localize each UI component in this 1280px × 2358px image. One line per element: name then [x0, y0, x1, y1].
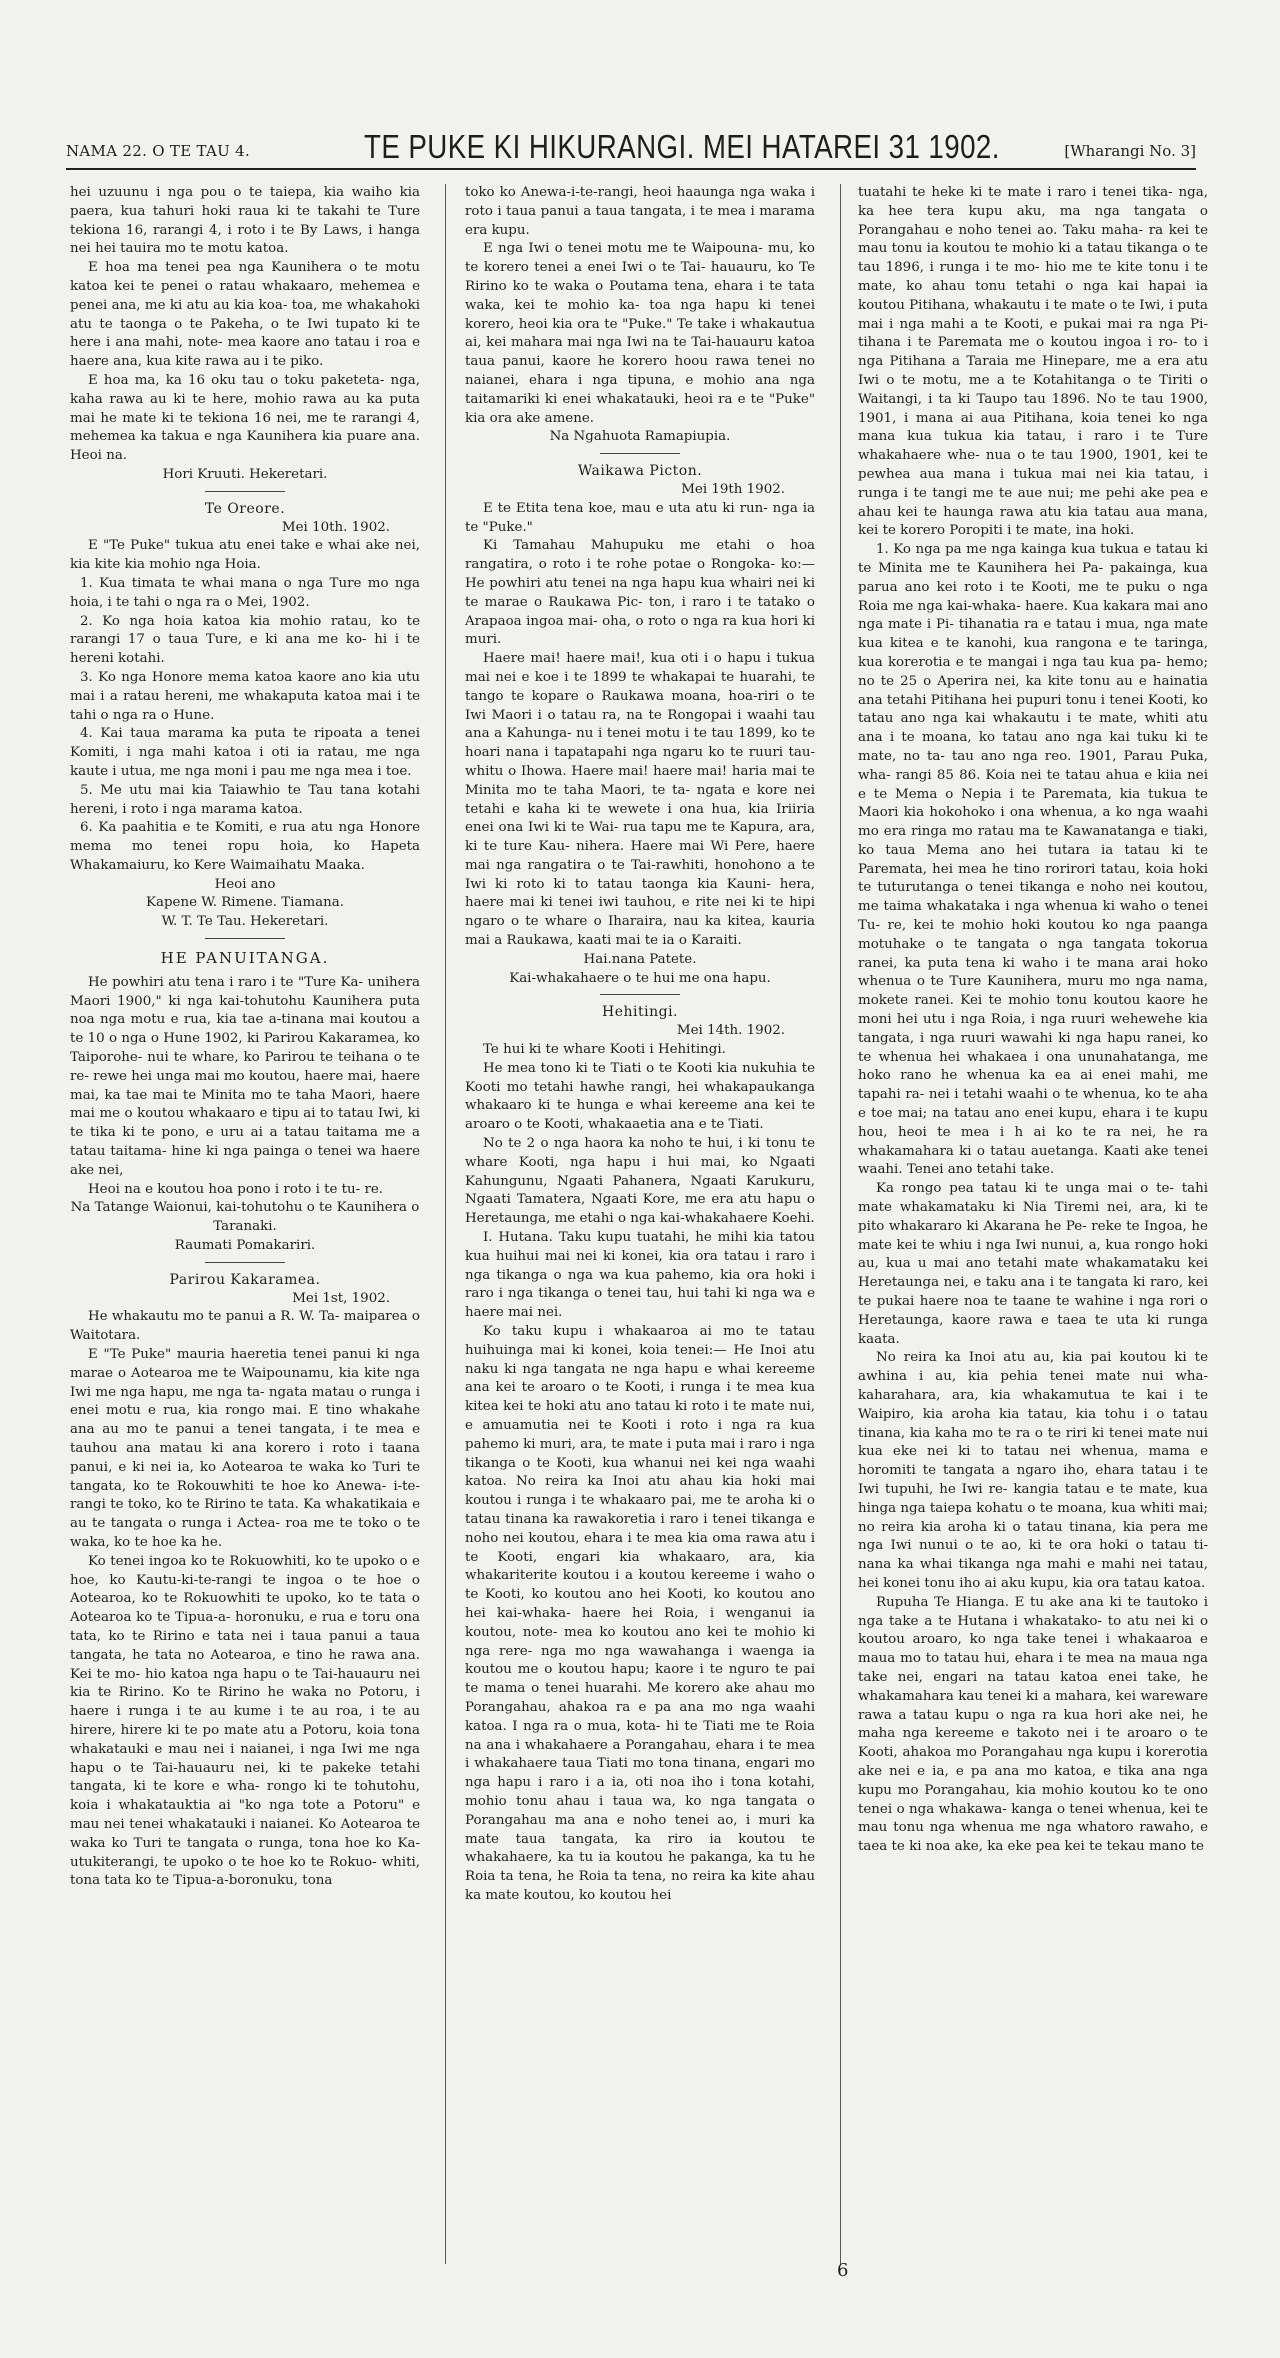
section-heading: Parirou Kakaramea. [169, 1271, 321, 1288]
paragraph: E hoa ma, ka 16 oku tau o toku paketeta- nga, kaha rawa au ki te here, mohio rawa au ka puta mai he mate ki te tekiona 16 nei, me te rarangi 4, mehemea ka takua e nga Kaunihera kia puare ana. Heoi na. [70, 372, 420, 464]
paragraph: Rupuha Te Hianga. E tu ake ana ki te tautoko i nga take a te Hutana i whakatako- to atu nei ki o koutou aroaro, ko nga take tenei i whakaaroa e maua mo to tatau hui, ehara i te mea na maua nga take nei, engari na tatau katoa enei take, he whakamahara kau tenei ki a mahara, kei wareware rawa a tatau kupu o nga ra kua hori ake nei, he maha nga kereeme e takoto nei i te aroaro o te Kooti, ahakoa mo Porangahau nga kupu i korerotia ake nei e ia, e pa ana mo katoa, e tika ana nga kupu mo Porangahau, kia mohio koutou ko te ono tenei o nga whakawa- kanga o tenei whenua, kei te mau tonu nga whenua me nga whatoro rawaho, e taea te ki noa ake, ka eke pea kei te tekau mano te [858, 1594, 1208, 1855]
list-item: 2. Ko nga hoia katoa kia mohio ratau, ko te rarangi 17 o taua Ture, e ki ana me ko- hi i te hereni kotahi. [70, 613, 420, 667]
paragraph: E "Te Puke" mauria haeretia tenei panui ki nga marae o Aotearoa me te Waipounamu, kia kite nga Iwi me nga hapu, me nga ta- ngata matau o runga i enei motu e rua, kia rongo mai. E tino whakahe ana au mo te panui a tenei tangata, i te mea e tauhou ana matau ki ana korero i roto i taana panui, e ki nei ia, ko Aotearoa te waka ko Turi te tangata, ko te Rokouwhiti te hoe ko Anewa- i-te-rangi te toko, ko te Ririno te tata. Ka whakatikaia e au te tangata o runga i Actea- roa me te toko o te waka, ko te hoe ka he. [70, 1347, 420, 1550]
dateline: Mei 14th. 1902. [676, 1023, 785, 1039]
section-heading: Te Oreore. [204, 500, 286, 517]
column-rule [445, 184, 446, 2264]
signature: Kapene W. Rimene. Tiamana. [145, 895, 344, 911]
paragraph: Ko tenei ingoa ko te Rokuowhiti, ko te upoko o e hoe, ko Kautu-ki-te-rangi te ingoa o te hoe o Aotearoa, ko te Rokuowhiti te upoko, ko te tata o Aotearoa ko te Tipua-a- horonuku, e rua e toru ona tata, ko te Ririno e tata nei i taua panui a taua tangata, he tata no Aotearoa, e tino he rawa ana. Kei te mo- hio katoa nga hapu o te Tai-hauauru nei kia te Ririno. Ko te Ririno he waka no Potoru, i haere i runga i te au kume i te au roa, i te au hirere, hirere ki te po mate atu a Potoru, koia tona whakatauki e mau nei i naianei, i nga Iwi me nga hapu o te Tai-hauauru nei, ki te pakeke tetahi tangata, ki te kore e wha- rongo ki te tohutohu, koia i whakatauktia ai "ko nga tote a Potoru" e mau nei tenei whakatauki i naianei. Ko Aotearoa te waka ko Turi te tangata o runga, tona hoe ko Ka- utukiterangi, te upoko o te hoe ko te Rokuo- whiti, tona tata ko te Tipua-a-boronuku, tona [70, 1553, 420, 1889]
paragraph: tuatahi te heke ki te mate i raro i tenei tika- nga, ka hee tera kupu aku, ma nga tangata o Porangahau e noho tenei ao. Taku maha- ra kei te mau tonu ia koutou te mohio ki a tatau tikanga o te tau 1896, i runga i te mo- hio me te kite tonu i te mate, ko ahau tonu tetahi o nga kai hapai ia koutou Pitihana, whakautu i te mate o te Iwi, i puta mai i nga mahi a te Kooti, e pukai mai ra nga Pi- tihana i te Paremata me o koutou ingoa i ro- to i nga Pitihana a Taraia me Hinepare, me a era atu Iwi o te motu, me a te Kotahitanga o te Tiriti o Waitangi, i ta ki Taupo tau 1896. No te tau 1900, 1901, i mana ai aua Pitihana, koia tenei ko nga mana kua tukua kia tatau, i raro i te Ture whakahaere whe- nua o te tau 1900, 1901, kei te pewhea aua mana i tukua mai nei kia tatau, i runga i te tangi me te aue nui; me pehi ake pea e ahau kei te haunga rawa atu kia tatau aua mana, kei te korero Poropiti i te mate, ina hoki. [858, 185, 1208, 539]
paragraph: No reira ka Inoi atu au, kia pai koutou ki te awhina i au, kia pehia tenei mate nui wha- kaharahara, ara, kia whakamutua te kai i te Waipiro, kia aroha kia tatau, kia tohu i o tatau tinana, kia kaha mo te ra o te riri ki tenei mate nui kua eke nei ki to tatau nei whenua, mama e horomiti te tangata a ngaro iho, ehara tatau i te Iwi tupuhi, he Iwi re- kangia tatau e te mate, kua hinga nga taiepa kohatu o te moana, kua whiti mai; no reira kia aroha ki o tatau tinana, kia pera me nga Iwi nunui o te ao, ki te ora hoki o tatau ti- nana ka whai tikanga nga mahi e mahi nei tatau, hei konei tonu iho ai aku kupu, kia ora tatau katoa. [858, 1350, 1208, 1591]
signature: Kai-whakahaere o te hui me ona hapu. [509, 970, 771, 986]
issue-number: NAMA 22. O TE TAU 4. [66, 142, 251, 160]
section-heading: Hehitingi. [602, 1004, 678, 1021]
paragraph: Ki Tamahau Mahupuku me etahi o hoa rangatira, o roto i te rohe potae o Rongoka- ko:— He powhiri atu tenei na nga hapu kua whairi nei ki te marae o Raukawa Pic- ton, i raro i te tatako o Arapaoa ingoa mai- oha, o roto o nga ra kua hori ki muri. [465, 538, 815, 648]
page-number: [Wharangi No. 3] [1064, 142, 1196, 160]
paragraph: He powhiri atu tena i raro i te "Ture Ka- unihera Maori 1900," ki nga kai-tohutohu Kaunihera puta noa nga motu e rua, kia tae a-tinana mai koutou a te 10 o nga o Hune 1902, ki Parirou Kakaramea, ko Taiporohe- nui te whare, ko Parirou te teihana o te re- rewe hei unga mai mo koutou, haere mai, haere mai, ka tae mai te Minita mo te taha Maori, haere mai me o koutou whakaaro e tipu ai to tatau Iwi, ki te tika ki te pono, e uru ai a tatau taitama me a tatau taitama- hine ki nga painga o tenei wa haere ake nei, [70, 974, 420, 1178]
column-rule [840, 184, 841, 2264]
paragraph: hei uzuunu i nga pou o te taiepa, kia waiho kia paera, kua tahuri hoki raua ki te takahi te Ture tekiona 16, rarangi 4, i roto i te By Laws, i hanga nei hei tauira mo te motu katoa. [70, 185, 420, 257]
dateline: Mei 10th. 1902. [281, 519, 390, 535]
signature: W. T. Te Tau. Hekeretari. [161, 914, 329, 930]
paragraph: E hoa ma tenei pea nga Kaunihera o te motu katoa kei te penei o ratau whakaaro, mehemea e penei ana, me ki atu au kia koa- toa, me whakahoki atu te taonga o te Pakeha, o te Iwi tupato ki te here i ana mahi, note- mea kaore ano tatau i roa e haere ana, kua kite rawa au i te piko. [70, 260, 420, 370]
paragraph: Te hui ki te whare Kooti i Hehitingi. [483, 1042, 726, 1058]
divider [205, 938, 285, 939]
list-item: 6. Ka paahitia e te Komiti, e rua atu nga Honore mema mo tenei ropu hoia, ko Hapeta Whakamaiuru, ko Kere Waimaihatu Maaka. [70, 820, 420, 873]
list-item: 1. Kua timata te whai mana o nga Ture mo nga hoia, i te tahi o nga ra o Mei, 1902. [70, 575, 420, 610]
list-item: 4. Kai taua marama ka puta te ripoata a tenei Komiti, i nga mahi katoa i oti ia ratau, me nga kaute i utua, me nga moni i pau me nga mea i toe. [70, 726, 420, 779]
newspaper-title: TE PUKE KI HIKURANGI. MEI HATAREI 31 1902. [364, 128, 1000, 165]
divider [600, 453, 680, 454]
divider [205, 491, 285, 492]
paragraph: Ko taku kupu i whakaaroa ai mo te tatau huihuinga mai ki konei, koia tenei:— He Inoi atu naku ki nga tangata ne nga hapu e whai kereeme ana kei te aroaro o te Kooti, i runga i te mea kua kitea kei te hoki atu ano tatau ki roto i te mate nui, e amuamutia nei te Kooti i roto i nga ra kua pahemo ki muri, ara, te mate i puta mai i raro i nga tikanga o te Kooti, kua whanui nei kei nga waahi katoa. No reira ka Inoi atu ahau kia hoki mai koutou i runga i te whakaaro pai, me te aroha ki o tatau tinana ka rawakoretia i raro i tenei tikanga e noho nei koutou, ehara i te mea kia oma rawa atu i te Kooti, engari kia whakaaro, ara, kia whakariterite koutou i a koutou kereeme i waho o te Kooti, ko koutou ano hei Kooti, ko koutou ano hei kai-whaka- haere hei Roia, i wenganui ia koutou, note- mea ko koutou ano kei te mohio ki nga rere- nga mo nga wawahanga i waenga ia koutou me o koutou hapu; kaore i te nguro te pai te mama o tenei huarahi. Me korero ake ahau mo Porangahau, ahakoa ra e pa ana mo nga waahi katoa. I nga ra o mua, kota- hi te Tiati me te Roia na ana i whakahaere a Porangahau, ehara i te mea i whakahaere taua Tiati mo tona tinana, engari mo nga hapu i raro i a ia, oti noa iho i tona kotahi, mohio tonu ahau i taua wa, ko nga tangata o Porangahau ma ana e noho tenei ao, i muri ka mate taua tangata, ka riro ia koutou te whakahaere, ka tu ia koutou he pakanga, ka tu he Roia ta tena, he Roia ta tena, no reira ka kite ahau ka mate koutou, ko koutou hei [465, 1324, 815, 1903]
paragraph: Ka rongo pea tatau ki te unga mai o te- tahi mate whakamataku ki Nia Tiremi nei, ara, ki te pito whakararo ki Akarana he Pe- reke te Ingoa, he mate kei te whiu i nga Iwi nunui, a, kua rongo hoki au, kua u mai ano tetahi mate whakamataku kei Heretaunga nei, e taku ana i te tangata ki raro, kei te pukai haere noa te taane te wahine i nga rori o Heretaunga, kaore rawa e taea te uta ki runga kaata. [858, 1181, 1208, 1347]
list-item: 1. Ko nga pa me nga kainga kua tukua e tatau ki te Minita me te Kaunihera hei Pa- pakainga, kua parua ano kei roto i te Kooti, me te puku o nga Roia me nga kai-whaka- haere. Kua kakara mai ano nga mate i Pi- tihanatia ra e tatau i mua, nga mate kua kitea e te kanohi, kua rangona e te taringa, kua korerotia e te mangai i nga tau kua pa- hemo; no te 25 o Aperira nei, ka kite tonu au e hainatia ana tetahi Pitihana hei pupuri tonu i tenei Kooti, ko tatau ano nga kai whakautu i te mate, whiti atu ana i te moana, ko tatau ano nga kai tuku ki te mate, no ta- tau ano nga reo. 1901, Parau Puka, wha- rangi 85 86. Koia nei te tatau ahua e kiia nei e te Mema o Nepia i te Paremata, kia tukua te Maori kia hokohoko i ona whenua, a ko nga waahi mo era ringa mo ratau ma te Kawanatanga e tiaki, ko taua Mema ano hei tutara ia tatau ki te Paremata, hei mea he tino rorirori tatau, koia hoki te tuturutanga o tenei tikanga e noho nei koutou, me taima whakataka i nga whenua ki waho o tenei Tu- re, kei te mohio hoki koutou ko nga paanga motuhake o te tangata o nga tangata tokorua ranei, ka puta tena ki waho i te mana arai hoko whenua o te Ture Kaunihera, muru mo nga nama, mokete ranei. Kei te mohio tonu koutou kaore he moni hei utu i nga Roia, i nga ruuri wehewehe kia tangata, i nga ruuri wawahi ki nga hapu ranei, ko te whenua hei whakaea i ona ununahatanga, me hoko rano he whenua ka ea ai enei mahi, me tapahi ra- nei i tetahi waahi o te whenua, ko te aha e toe mai; na tatau ano enei kupu, ehara i te kupu hou, heoi te mea i h ai ko te ra nei, he ra whakamahara ki o tatau auetanga. Kaati ake tenei waahi. Tenei ano tetahi take. [858, 542, 1208, 1178]
paragraph: toko ko Anewa-i-te-rangi, heoi haaunga nga waka i roto i taua panui a taua tangata, i te mea i marama era kupu. [465, 185, 815, 238]
page-footer-mark: 6 [837, 2260, 849, 2281]
list-item: 5. Me utu mai kia Taiawhio te Tau tana kotahi hereni, i roto i nga marama katoa. [70, 782, 420, 817]
paragraph: No te 2 o nga haora ka noho te hui, i ki tonu te whare Kooti, nga hapu i hui mai, ko Ngaati Kahungunu, Ngaati Pahanera, Ngaati Karukuru, Ngaati Tamatera, Ngaati Kore, me era atu hapu o Heretaunga, me etahi o nga kai-whakahaere Koehi. [465, 1136, 815, 1227]
signature: Raumati Pomakariri. [174, 1238, 316, 1254]
paragraph: E te Etita tena koe, mau e uta atu ki run- nga ia te "Puke." [465, 500, 815, 535]
column-3 [858, 184, 1208, 2264]
signature: Heoi ano [214, 876, 276, 892]
section-heading: Waikawa Picton. [577, 463, 703, 480]
divider [205, 1262, 285, 1263]
paragraph: I. Hutana. Taku kupu tuatahi, he mihi kia tatou kua huihui mai nei ki konei, kia ora tatau i raro i nga tikanga o nga wa kua pahemo, kia ora hoki i raro i nga tikanga o tenei tau, hui tahi ki nga wa e haere mai nei. [465, 1230, 815, 1321]
signature: Na Tatange Waionui, kai-tohutohu o te Kaunihera o Taranaki. [70, 1200, 420, 1235]
signature: Hori Kruuti. Hekeretari. [162, 466, 328, 482]
section-heading: HE PANUITANGA. [160, 949, 330, 968]
column-1 [70, 184, 420, 2264]
paragraph: E "Te Puke" tukua atu enei take e whai ake nei, kia kite kia mohio nga Hoia. [70, 538, 420, 573]
paragraph: He mea tono ki te Tiati o te Kooti kia nukuhia te Kooti mo tetahi hawhe rangi, hei whakapaukanga whakaaro ki te hunga e whai kereeme ana kei te aroaro o te Kooti, whakaaetia ana e te Tiati. [465, 1060, 815, 1133]
dateline: Mei 1st, 1902. [292, 1290, 390, 1306]
paragraph: Heoi na e koutou hoa pono i roto i te tu- re. [88, 1181, 384, 1197]
dateline: Mei 19th 1902. [681, 481, 785, 497]
masthead [66, 128, 1196, 170]
numbered-list [70, 575, 420, 876]
signature: Hai.nana Patete. [583, 951, 697, 967]
list-item: 3. Ko nga Honore mema katoa kaore ano kia utu mai i a ratau hereni, me whakaputa katoa mai i te tahi o nga ra o Hune. [70, 669, 420, 723]
signature: Na Ngahuota Ramapiupia. [549, 429, 731, 445]
column-2 [465, 184, 815, 2264]
paragraph: E nga Iwi o tenei motu me te Waipouna- mu, ko te korero tenei a enei Iwi o te Tai- hauauru, ko Te Ririno ko te waka o Poutama tena, ehara i te tata waka, kei te mohio ka- toa nga hapu ki tenei korero, heoi kia ora te "Puke." Te take i whakautua ai, kei mahara mai nga Iwi na te Tai-hauauru katoa taua panui, kaore he korero hoou rawa tenei no naianei, ehara i nga tipuna, e mohio ana nga taitamariki ki enei whakatauki, heoi ra e te "Puke" kia ora ake amene. [465, 241, 815, 426]
paragraph: He whakautu mo te panui a R. W. Ta- maiparea o Waitotara. [70, 1309, 420, 1344]
paragraph: Haere mai! haere mai!, kua oti i o hapu i tukua mai nei e koe i te 1899 te whakapai te huarahi, te tango te kopare o Raukawa moana, hoa-riri o te Iwi Maori i o tatau ra, na te Rongopai i waahi tau ana a Kahunga- nu i tenei motu i te tau 1899, ko te hoari nana i tapatapahi nga ngaru ko te ruuri tau- whitu o Ihowa. Haere mai! haere mai! haria mai te Minita mo te taha Maori, te ta- ngata e kore nei tetahi e kaha ki te wewete i ona hua, kia Iriiria enei ona Iwi ki te Wai- rua tapu me te Kapura, ara, ki te ture Kau- nihera. Haere mai Wi Pere, haere mai nga rangatira o te Tai-rawhiti, honohono a te Iwi ki roto ki to tatau taonga kia Kauni- hera, haere mai ki tenei iwi tauhou, e rite nei ki te hipi ngaro o te whare o Iharaira, nau ka kitea, kauria mai a Raukawa, kaati mai te ia o Karaiti. [465, 651, 815, 949]
divider [600, 994, 680, 995]
